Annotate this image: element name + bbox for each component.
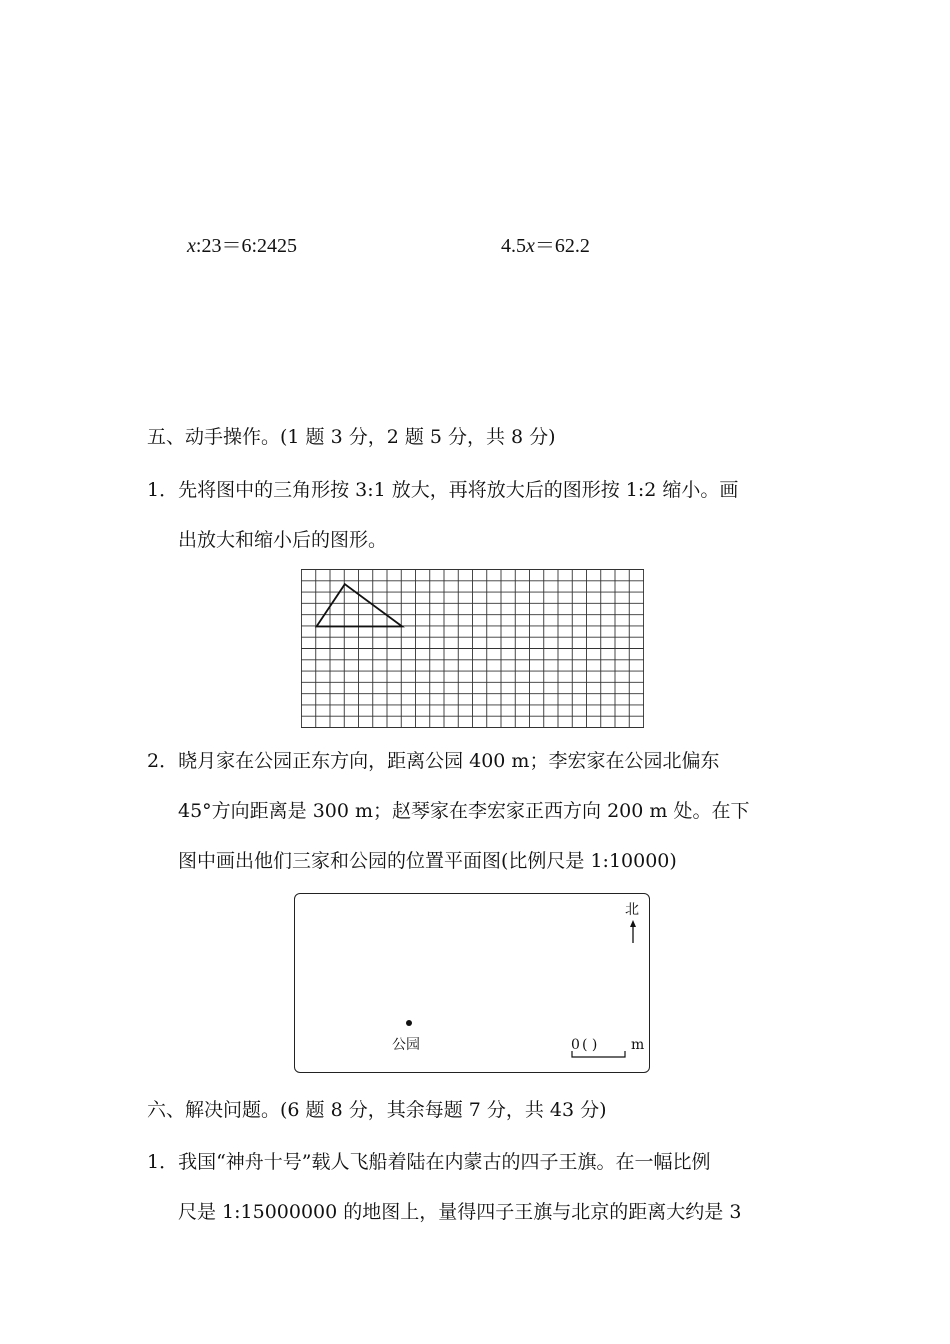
question-5-2-line-2: 45°方向距离是 300 m；赵琴家在李宏家正西方向 200 m 处。在下	[178, 800, 750, 822]
section-6-heading: 六、解决问题。(6 题 8 分，其余每题 7 分，共 43 分)	[147, 1099, 607, 1121]
equation-proportion	[187, 229, 297, 258]
park-label: 公园	[392, 1037, 420, 1053]
location-map	[294, 893, 650, 1073]
equation-variable: x	[526, 235, 535, 257]
question-5-1-line-1: 1．先将图中的三角形按 3:1 放大，再将放大后的图形按 1:2 缩小。画	[147, 479, 739, 501]
north-label: 北	[625, 902, 639, 918]
equation-coefficient: 4.5	[501, 235, 526, 257]
equation-variable: x	[187, 235, 196, 257]
drawing-grid	[301, 569, 644, 728]
question-6-1-line-1: 1．我国“神舟十号”载人飞船着陆在内蒙古的四子王旗。在一幅比例	[147, 1151, 711, 1173]
grid-figure	[301, 569, 644, 728]
park-dot-icon	[406, 1020, 412, 1026]
equation-linear	[501, 229, 590, 258]
triangle-shape	[317, 584, 403, 626]
equation-text: :23＝6:2425	[195, 235, 298, 257]
north-arrow-icon	[628, 920, 638, 944]
scale-unit: m	[631, 1037, 645, 1053]
scale-zero: 0	[571, 1037, 580, 1053]
equation-text: ＝62.2	[534, 235, 590, 257]
question-5-2-line-3: 图中画出他们三家和公园的位置平面图(比例尺是 1:10000)	[178, 850, 677, 872]
section-5-heading: 五、动手操作。(1 题 3 分，2 题 5 分，共 8 分)	[147, 426, 556, 448]
scale-bar	[571, 1051, 627, 1059]
question-6-1-line-2: 尺是 1:15000000 的地图上，量得四子王旗与北京的距离大约是 3	[178, 1201, 742, 1223]
scale-blank: ( )	[582, 1037, 598, 1053]
question-5-1-line-2: 出放大和缩小后的图形。	[178, 529, 388, 551]
question-5-2-line-1: 2．晓月家在公园正东方向，距离公园 400 m；李宏家在公园北偏东	[147, 750, 720, 772]
